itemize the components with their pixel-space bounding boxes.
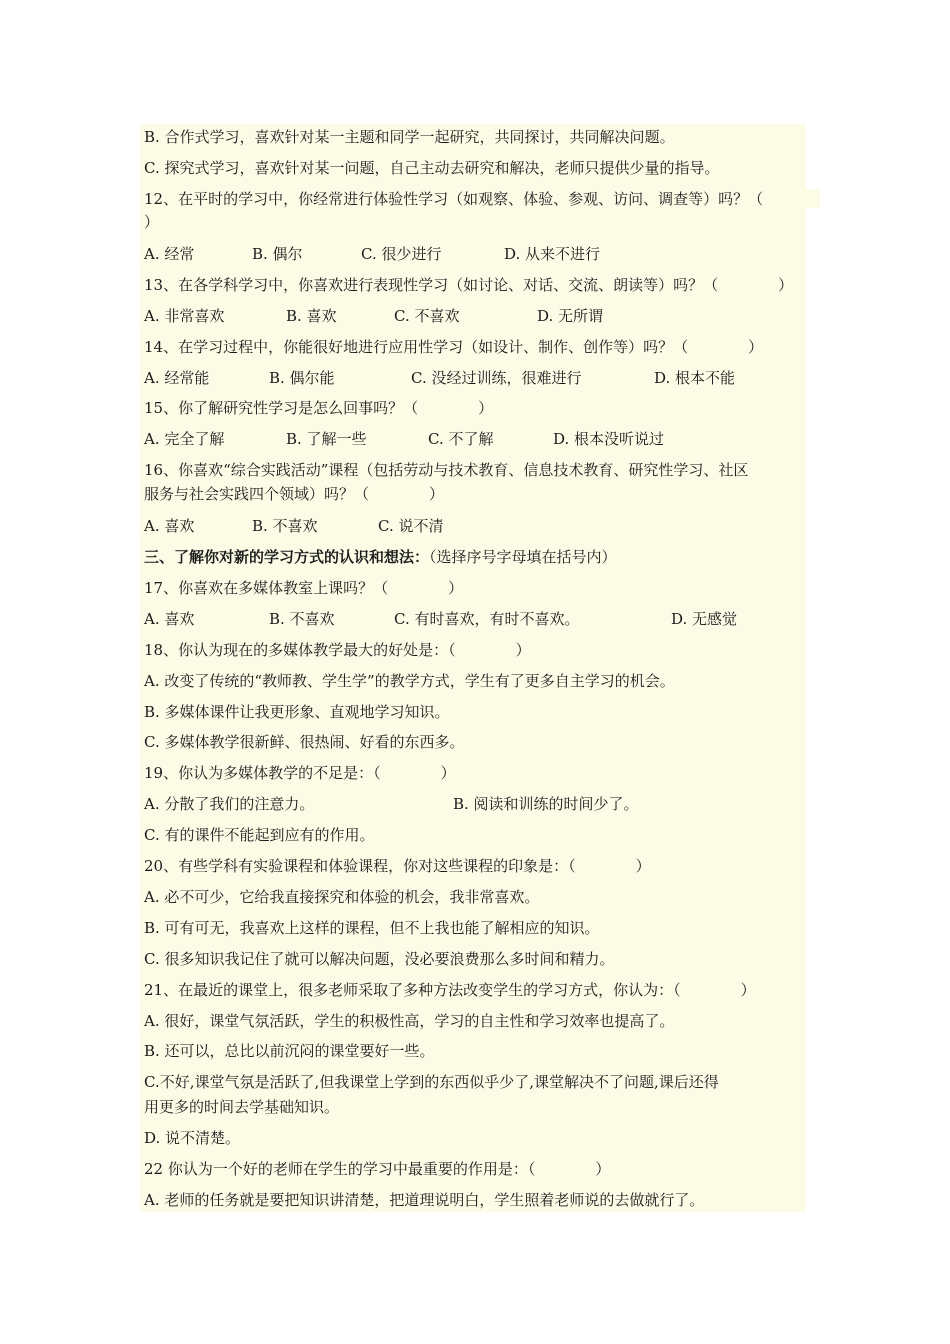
q16-option-a: A. 喜欢 [144, 517, 195, 535]
question-13: 13、在各学科学习中，你喜欢进行表现性学习（如讨论、对话、交流、朗读等）吗？（ ） [144, 276, 794, 294]
q15-option-b: B. 了解一些 [286, 430, 367, 448]
q17-option-c: C. 有时喜欢，有时不喜欢。 [394, 610, 580, 628]
q12-option-c: C. 很少进行 [361, 245, 442, 263]
q19-option-a: A. 分散了我们的注意力。 [144, 795, 315, 813]
q14-option-c: C. 没经过训练，很难进行 [411, 369, 582, 387]
q17-option-a: A. 喜欢 [144, 610, 195, 628]
q16-option-c: C. 说不清 [378, 517, 444, 535]
question-18: 18、你认为现在的多媒体教学最大的好处是：（ ） [144, 641, 531, 659]
question-17: 17、你喜欢在多媒体教室上课吗？（ ） [144, 579, 464, 597]
question-16: 16、你喜欢“综合实践活动”课程（包括劳动与技术教育、信息技术教育、研究性学习、社区 [144, 461, 749, 479]
q17-option-d: D. 无感觉 [671, 610, 738, 628]
question-14: 14、在学习过程中，你能很好地进行应用性学习（如设计、制作、创作等）吗？（ ） [144, 338, 764, 356]
section-3-title: 三、了解你对新的学习方式的认识和想法： [144, 548, 430, 566]
q20-option-b: B. 可有可无，我喜欢上这样的课程，但不上我也能了解相应的知识。 [144, 919, 600, 937]
q18-option-c: C. 多媒体教学很新鲜、很热闹、好看的东西多。 [144, 733, 465, 751]
q12-option-d: D. 从来不进行 [504, 245, 601, 263]
q20-option-a: A. 必不可少，它给我直接探究和体验的机会，我非常喜欢。 [144, 888, 540, 906]
option-c-inquiry: C. 探究式学习，喜欢针对某一问题，自己主动去研究和解决，老师只提供少量的指导。 [144, 159, 720, 177]
q21-option-a: A. 很好，课堂气氛活跃，学生的积极性高，学习的自主性和学习效率也提高了。 [144, 1012, 675, 1030]
highlight-extension [806, 189, 820, 208]
q21-option-b: B. 还可以，总比以前沉闷的课堂要好一些。 [144, 1042, 435, 1060]
q20-option-c: C. 很多知识我记住了就可以解决问题，没必要浪费那么多时间和精力。 [144, 950, 615, 968]
q14-option-a: A. 经常能 [144, 369, 210, 387]
q18-option-a: A. 改变了传统的“教师教、学生学”的教学方式，学生有了更多自主学习的机会。 [144, 672, 675, 690]
question-20: 20、有些学科有实验课程和体验课程，你对这些课程的印象是：（ ） [144, 857, 651, 875]
q15-option-a: A. 完全了解 [144, 430, 225, 448]
question-12-cont: ） [144, 213, 160, 231]
question-12: 12、在平时的学习中，你经常进行体验性学习（如观察、体验、参观、访问、调查等）吗？（ [144, 190, 764, 208]
q13-option-b: B. 喜欢 [286, 307, 337, 325]
question-22: 22 你认为一个好的老师在学生的学习中最重要的作用是：（ ） [144, 1160, 611, 1178]
q21-option-c: C.不好,课堂气氛是活跃了,但我课堂上学到的东西似乎少了,课堂解决不了问题,课后还得 [144, 1073, 719, 1091]
q19-option-c: C. 有的课件不能起到应有的作用。 [144, 826, 375, 844]
q22-option-a: A. 老师的任务就是要把知识讲清楚，把道理说明白，学生照着老师说的去做就行了。 [144, 1191, 705, 1209]
q21-option-d: D. 说不清楚。 [144, 1129, 241, 1147]
q14-option-b: B. 偶尔能 [269, 369, 335, 387]
q21-option-c-cont: 用更多的时间去学基础知识。 [144, 1098, 340, 1116]
section-3-heading [144, 547, 617, 567]
q13-option-a: A. 非常喜欢 [144, 307, 225, 325]
q13-option-d: D. 无所谓 [537, 307, 604, 325]
question-21: 21、在最近的课堂上，很多老师采取了多种方法改变学生的学习方式，你认为：（ ） [144, 981, 756, 999]
section-3-note: （选择序号字母填在括号内） [429, 548, 617, 566]
q14-option-d: D. 根本不能 [654, 369, 736, 387]
q15-option-c: C. 不了解 [428, 430, 494, 448]
question-16-cont: 服务与社会实践四个领域）吗？（ ） [144, 485, 445, 503]
q19-option-b: B. 阅读和训练的时间少了。 [453, 795, 639, 813]
q13-option-c: C. 不喜欢 [394, 307, 460, 325]
q12-option-b: B. 偶尔 [252, 245, 303, 263]
q17-option-b: B. 不喜欢 [269, 610, 335, 628]
question-15: 15、你了解研究性学习是怎么回事吗？（ ） [144, 399, 494, 417]
q12-option-a: A. 经常 [144, 245, 195, 263]
question-19: 19、你认为多媒体教学的不足是：（ ） [144, 764, 456, 782]
q18-option-b: B. 多媒体课件让我更形象、直观地学习知识。 [144, 703, 450, 721]
q16-option-b: B. 不喜欢 [252, 517, 318, 535]
q15-option-d: D. 根本没听说过 [553, 430, 665, 448]
option-b-cooperative: B. 合作式学习，喜欢针对某一主题和同学一起研究，共同探讨，共同解决问题。 [144, 128, 675, 146]
